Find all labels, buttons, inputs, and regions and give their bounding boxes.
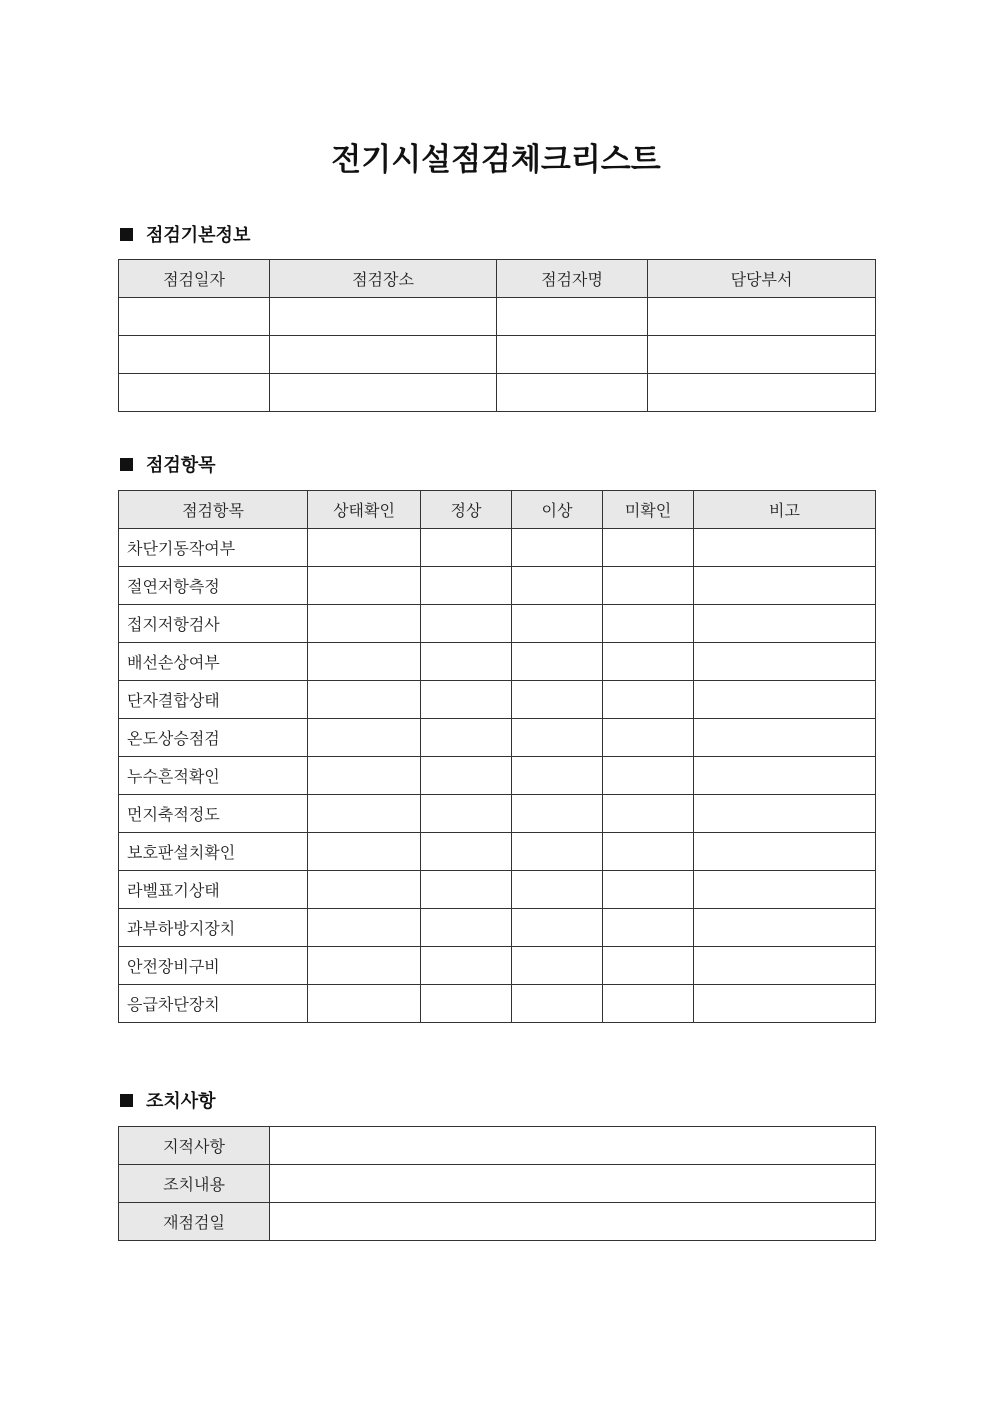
unchecked-cell[interactable] xyxy=(603,567,694,605)
normal-cell[interactable] xyxy=(421,529,512,567)
abnormal-cell[interactable] xyxy=(512,529,603,567)
normal-cell[interactable] xyxy=(421,909,512,947)
inspection-item-label: 온도상승점검 xyxy=(119,719,308,757)
remarks-cell[interactable] xyxy=(694,605,876,643)
table-row xyxy=(119,1127,876,1165)
status-check-cell[interactable] xyxy=(308,643,421,681)
inspection-item-label: 안전장비구비 xyxy=(119,947,308,985)
abnormal-cell[interactable] xyxy=(512,757,603,795)
remarks-cell[interactable] xyxy=(694,643,876,681)
column-header-status-check: 상태확인 xyxy=(308,491,421,529)
column-header-inspection-date: 점검일자 xyxy=(119,260,270,298)
inspection-item-label: 라벨표기상태 xyxy=(119,871,308,909)
square-bullet-icon xyxy=(120,458,133,471)
inspection-date-cell[interactable] xyxy=(119,374,270,412)
table-row xyxy=(119,719,876,757)
normal-cell[interactable] xyxy=(421,681,512,719)
inspection-item-label: 먼지축적정도 xyxy=(119,795,308,833)
normal-cell[interactable] xyxy=(421,719,512,757)
table-row xyxy=(119,605,876,643)
table-row xyxy=(119,871,876,909)
inspection-item-label: 누수흔적확인 xyxy=(119,757,308,795)
normal-cell[interactable] xyxy=(421,643,512,681)
remarks-cell[interactable] xyxy=(694,985,876,1023)
table-row xyxy=(119,681,876,719)
abnormal-cell[interactable] xyxy=(512,871,603,909)
department-cell[interactable] xyxy=(648,336,876,374)
status-check-cell[interactable] xyxy=(308,833,421,871)
remarks-cell[interactable] xyxy=(694,529,876,567)
unchecked-cell[interactable] xyxy=(603,795,694,833)
inspection-item-label: 절연저항측정 xyxy=(119,567,308,605)
column-header-inspector-name: 점검자명 xyxy=(497,260,648,298)
unchecked-cell[interactable] xyxy=(603,985,694,1023)
department-cell[interactable] xyxy=(648,298,876,336)
remarks-cell[interactable] xyxy=(694,757,876,795)
abnormal-cell[interactable] xyxy=(512,605,603,643)
table-row xyxy=(119,909,876,947)
inspection-date-cell[interactable] xyxy=(119,336,270,374)
column-header-inspection-place: 점검장소 xyxy=(270,260,497,298)
square-bullet-icon xyxy=(120,228,133,241)
abnormal-cell[interactable] xyxy=(512,909,603,947)
normal-cell[interactable] xyxy=(421,795,512,833)
unchecked-cell[interactable] xyxy=(603,909,694,947)
square-bullet-icon xyxy=(120,1094,133,1107)
abnormal-cell[interactable] xyxy=(512,681,603,719)
normal-cell[interactable] xyxy=(421,757,512,795)
column-header-abnormal: 이상 xyxy=(512,491,603,529)
findings-label: 지적사항 xyxy=(119,1127,270,1165)
basic-info-table xyxy=(118,259,876,412)
actions-table xyxy=(118,1126,876,1241)
action-details-cell[interactable] xyxy=(270,1165,876,1203)
page-title: 전기시설점검체크리스트 xyxy=(331,142,661,178)
inspection-item-label: 단자결합상태 xyxy=(119,681,308,719)
inspection-item-label: 배선손상여부 xyxy=(119,643,308,681)
remarks-cell[interactable] xyxy=(694,871,876,909)
table-header-row xyxy=(119,260,876,298)
remarks-cell[interactable] xyxy=(694,567,876,605)
abnormal-cell[interactable] xyxy=(512,719,603,757)
remarks-cell[interactable] xyxy=(694,719,876,757)
normal-cell[interactable] xyxy=(421,833,512,871)
unchecked-cell[interactable] xyxy=(603,757,694,795)
unchecked-cell[interactable] xyxy=(603,643,694,681)
section-heading-label: 점검기본정보 xyxy=(146,225,251,246)
table-row xyxy=(119,795,876,833)
abnormal-cell[interactable] xyxy=(512,947,603,985)
abnormal-cell[interactable] xyxy=(512,985,603,1023)
table-row xyxy=(119,529,876,567)
findings-cell[interactable] xyxy=(270,1127,876,1165)
action-details-label: 조치내용 xyxy=(119,1165,270,1203)
table-row xyxy=(119,947,876,985)
unchecked-cell[interactable] xyxy=(603,719,694,757)
status-check-cell[interactable] xyxy=(308,529,421,567)
inspector-name-cell[interactable] xyxy=(497,298,648,336)
table-row xyxy=(119,567,876,605)
reinspection-date-label: 재점검일 xyxy=(119,1203,270,1241)
column-header-unchecked: 미확인 xyxy=(603,491,694,529)
status-check-cell[interactable] xyxy=(308,567,421,605)
table-row xyxy=(119,1203,876,1241)
section-heading-label: 점검항목 xyxy=(146,455,216,476)
table-row xyxy=(119,1165,876,1203)
inspection-item-label: 보호판설치확인 xyxy=(119,833,308,871)
column-header-department: 담당부서 xyxy=(648,260,876,298)
abnormal-cell[interactable] xyxy=(512,833,603,871)
status-check-cell[interactable] xyxy=(308,605,421,643)
table-row xyxy=(119,336,876,374)
inspection-item-label: 과부하방지장치 xyxy=(119,909,308,947)
remarks-cell[interactable] xyxy=(694,909,876,947)
column-header-item: 점검항목 xyxy=(119,491,308,529)
normal-cell[interactable] xyxy=(421,605,512,643)
inspection-item-label: 응급차단장치 xyxy=(119,985,308,1023)
status-check-cell[interactable] xyxy=(308,947,421,985)
table-row xyxy=(119,374,876,412)
status-check-cell[interactable] xyxy=(308,719,421,757)
status-check-cell[interactable] xyxy=(308,681,421,719)
unchecked-cell[interactable] xyxy=(603,529,694,567)
table-row xyxy=(119,298,876,336)
table-row xyxy=(119,833,876,871)
table-row xyxy=(119,643,876,681)
status-check-cell[interactable] xyxy=(308,871,421,909)
section-heading-label: 조치사항 xyxy=(146,1091,216,1112)
inspection-date-cell[interactable] xyxy=(119,298,270,336)
abnormal-cell[interactable] xyxy=(512,567,603,605)
inspection-place-cell[interactable] xyxy=(270,298,497,336)
normal-cell[interactable] xyxy=(421,985,512,1023)
unchecked-cell[interactable] xyxy=(603,871,694,909)
remarks-cell[interactable] xyxy=(694,795,876,833)
status-check-cell[interactable] xyxy=(308,795,421,833)
abnormal-cell[interactable] xyxy=(512,795,603,833)
inspector-name-cell[interactable] xyxy=(497,336,648,374)
unchecked-cell[interactable] xyxy=(603,605,694,643)
table-row xyxy=(119,757,876,795)
unchecked-cell[interactable] xyxy=(603,833,694,871)
unchecked-cell[interactable] xyxy=(603,681,694,719)
inspector-name-cell[interactable] xyxy=(497,374,648,412)
status-check-cell[interactable] xyxy=(308,909,421,947)
normal-cell[interactable] xyxy=(421,947,512,985)
department-cell[interactable] xyxy=(648,374,876,412)
status-check-cell[interactable] xyxy=(308,757,421,795)
section-heading-actions xyxy=(118,1088,216,1112)
normal-cell[interactable] xyxy=(421,567,512,605)
status-check-cell[interactable] xyxy=(308,985,421,1023)
abnormal-cell[interactable] xyxy=(512,643,603,681)
inspection-items-table xyxy=(118,490,876,1023)
inspection-item-label: 접지저항검사 xyxy=(119,605,308,643)
reinspection-date-cell[interactable] xyxy=(270,1203,876,1241)
remarks-cell[interactable] xyxy=(694,947,876,985)
normal-cell[interactable] xyxy=(421,871,512,909)
table-header-row xyxy=(119,491,876,529)
section-heading-basic-info xyxy=(118,222,250,246)
inspection-place-cell[interactable] xyxy=(270,374,497,412)
column-header-remarks: 비고 xyxy=(694,491,876,529)
table-row xyxy=(119,985,876,1023)
unchecked-cell[interactable] xyxy=(603,947,694,985)
column-header-normal: 정상 xyxy=(421,491,512,529)
remarks-cell[interactable] xyxy=(694,833,876,871)
inspection-item-label: 차단기동작여부 xyxy=(119,529,308,567)
inspection-place-cell[interactable] xyxy=(270,336,497,374)
remarks-cell[interactable] xyxy=(694,681,876,719)
section-heading-items xyxy=(118,452,216,476)
